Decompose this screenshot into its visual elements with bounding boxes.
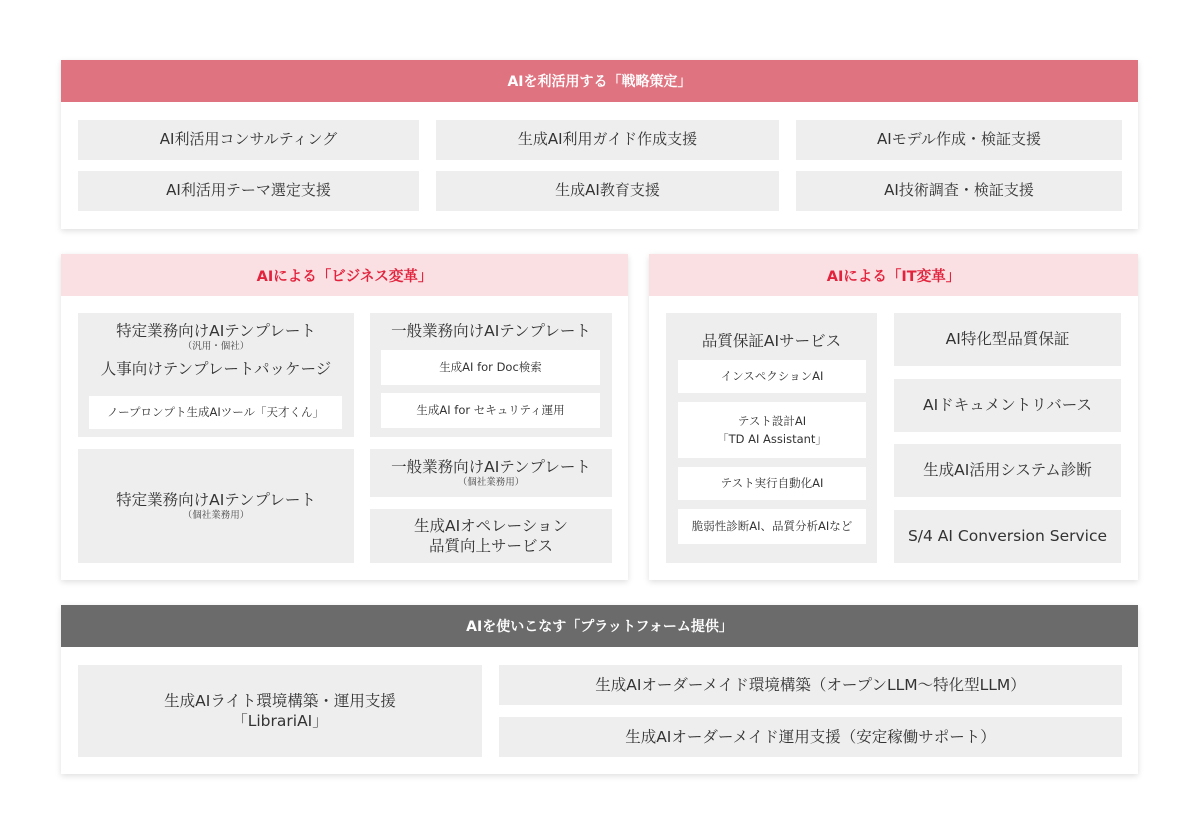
qa-ai-service-title: 品質保証AIサービス [701,332,842,350]
strategy-item-consulting: AI利活用コンサルティング [78,120,419,160]
genai-operation-line2: 品質向上サービス [428,537,553,555]
strategy-header: AIを利活用する「戦略策定」 [61,60,1138,102]
it-item-ai-qa: AI特化型品質保証 [894,313,1121,366]
security-ops-item: 生成AI for セキュリティ運用 [381,393,600,428]
specific-template-box [78,449,354,563]
strategy-item-education: 生成AI教育支援 [436,171,779,211]
librari-ai-line1: 生成AIライト環境構築・運用支援 [164,691,396,710]
hr-template-title2: 人事向けテンプレートパッケージ [100,360,332,379]
platform-panel [61,605,1138,774]
hr-template-sub: （汎用・個社） [182,341,250,353]
test-automation-ai-item: テスト実行自動化AI [678,467,866,500]
business-header: AIによる「ビジネス変革」 [61,254,628,296]
general-template-custom-sub: （個社業務用） [457,476,525,488]
platform-header: AIを使いこなす「プラットフォーム提供」 [61,605,1138,647]
ordermade-env-box: 生成AIオーダーメイド環境構築（オープンLLM〜特化型LLM） [499,665,1122,705]
strategy-item-theme: AI利活用テーマ選定支援 [78,171,419,211]
general-template-custom-title: 一般業務向けAIテンプレート [391,457,591,476]
test-design-ai-line2: 「TD AI Assistant」 [717,432,827,446]
specific-template-title: 特定業務向けAIテンプレート [116,490,316,509]
it-item-s4-conversion: S/4 AI Conversion Service [894,510,1121,563]
genai-operation-line1: 生成AIオペレーション [413,516,569,535]
it-header: AIによる「IT変革」 [649,254,1138,296]
business-panel [61,254,628,580]
librari-ai-box [78,665,482,757]
strategy-panel [61,60,1138,229]
ordermade-ops-box: 生成AIオーダーメイド運用支援（安定稼働サポート） [499,717,1122,757]
vulnerability-ai-item: 脆弱性診断AI、品質分析AIなど [678,509,866,544]
strategy-item-research: AI技術調査・検証支援 [796,171,1122,211]
general-template-custom-box [370,449,612,497]
inspection-ai-item: インスペクションAI [678,360,866,393]
test-design-ai-line1: テスト設計AI [737,413,807,428]
it-item-system-diagnosis: 生成AI活用システム診断 [894,444,1121,497]
it-panel [649,254,1138,580]
strategy-item-guide: 生成AI利用ガイド作成支援 [436,120,779,160]
genai-operation-box [370,509,612,563]
hr-template-title: 特定業務向けAIテンプレート [116,322,316,340]
test-design-ai-item [678,402,866,458]
librari-ai-line2: 「LibrariAI」 [232,712,328,730]
specific-template-sub: （個社業務用） [182,509,250,521]
tensai-kun-item: ノープロンプト生成AIツール「天才くん」 [89,396,342,429]
strategy-item-model: AIモデル作成・検証支援 [796,120,1122,160]
it-item-doc-reverse: AIドキュメントリバース [894,379,1121,432]
doc-search-item: 生成AI for Doc検索 [381,350,600,385]
general-template-title: 一般業務向けAIテンプレート [391,322,591,340]
